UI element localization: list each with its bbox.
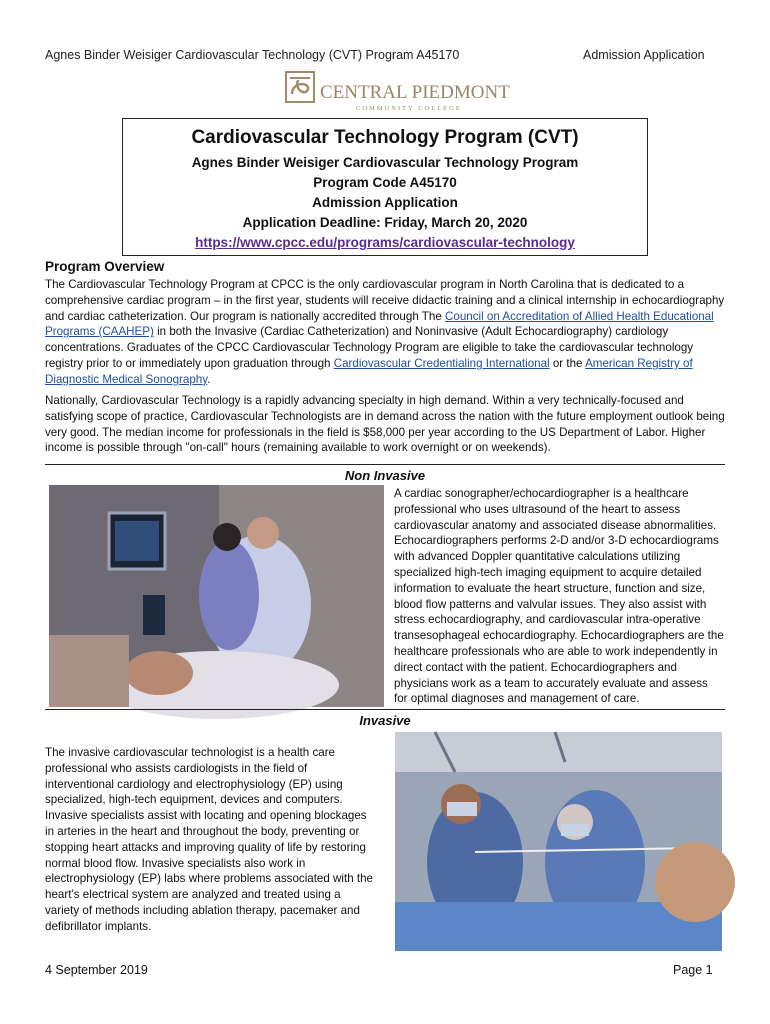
catheterization-photo [395,732,722,951]
footer-date: 4 September 2019 [45,963,148,977]
program-full-name: Agnes Binder Weisiger Cardiovascular Technology Program [191,155,579,170]
overview-text: . [207,372,211,386]
overview-text: or the [549,356,586,370]
overview-heading: Program Overview [45,259,165,274]
non-invasive-heading: Non Invasive [344,468,426,483]
header-program-title: Agnes Binder Weisiger Cardiovascular Technology (CVT) Program A45170 [45,48,460,62]
cci-link[interactable]: Cardiovascular Credentialing International [333,356,550,370]
footer-page-number: Page 1 [673,963,713,977]
overview-text: in both the Invasive (Cardiac Catheterization) and Noninvasive (Adult Echocardiography) cardiology concentrations. Graduates of the CPCC Cardiovascular Technology Program are eligible to take the cardiovascular technology registry prior to or immediately upon graduation through [45,325,694,370]
non-invasive-description: A cardiac sonographer/echocardiographer is a healthcare professional who uses ultrasound of the heart to assess cardiovascular anatomy and associated disease abnormalities. Echocardiographers performs 2-D and/or 3-D echocardiograms with advanced Doppler quantitative calculations utilizing specialized high-tech imaging equipment to acquire detailed information to evaluate the heart structure, function and size, blood flow patterns and valvular issues. They also assist with stress echocardiography, and cardiovascular intra-operative transesophageal echocardiography. Echocardiographers are the healthcare professionals who are able to work independently in direct contact with the patient. Echocardiographers and physicians work as a team to accurately evaluate and assess for optimal diagnoses and management of care. [394,487,724,706]
college-logo [284,68,510,112]
svg-text:COMMUNITY COLLEGE: COMMUNITY COLLEGE [356,105,462,112]
college-logo-mark [284,68,510,112]
program-url-link[interactable]: https://www.cpcc.edu/programs/cardiovascular-technology [195,235,575,250]
echocardiography-photo [49,485,384,707]
title-box [122,118,648,256]
header-document-type: Admission Application [583,48,705,62]
application-label: Admission Application [312,195,458,210]
document-title: Cardiovascular Technology Program (CVT) [191,127,579,148]
overview-paragraph-1 [45,277,725,388]
section-divider [45,464,725,465]
overview-paragraph-2: Nationally, Cardiovascular Technology is a rapidly advancing specialty in high demand. Within a very technically-focused and satisfying scope of practice, Cardiovascular Technologists are in demand across the nation with the future employment outlook being very good. The median income for professionals in the field is $58,000 per year according to the US Department of Labor. Higher income is possible through "on-call" hours (remaining available to work overnight or on weekends). [45,394,725,455]
program-code: Program Code A45170 [313,175,457,190]
overview-text: The Cardiovascular Technology Program at CPCC is the only cardiovascular program in North Carolina that is dedicated to a comprehensive cardiac program – in the first year, students will receive didactic training and a clinical internship in echocardiography and cardiac catheterization. Our program is nationally accredited through The [45,278,725,323]
ardms-link[interactable]: American Registry of Diagnostic Medical Sonography [45,356,693,386]
svg-text:CENTRAL PIEDMONT: CENTRAL PIEDMONT [320,82,510,103]
caahep-link[interactable]: Council on Accreditation of Allied Health Educational Programs (CAAHEP) [45,309,714,339]
invasive-heading: Invasive [359,713,411,728]
section-divider [45,709,725,710]
invasive-description: The invasive cardiovascular technologist is a health care professional who assists cardiologists in the field of interventional cardiology and electrophysiology (EP) using specialized, high-tech equipment, devices and computers. Invasive specialists assist with locating and opening blockages in arteries in the heart and throughout the body, preventing or stopping heart attacks and improving quality of life by restoring normal blood flow. Invasive specialists also work in electrophysiology (EP) labs where problems associated with the heart’s electrical system are analyzed and treated using a variety of methods including ablation therapy, pacemaker and defibrillator implants. [45,746,374,933]
application-deadline: Application Deadline: Friday, March 20, 2020 [242,215,528,230]
